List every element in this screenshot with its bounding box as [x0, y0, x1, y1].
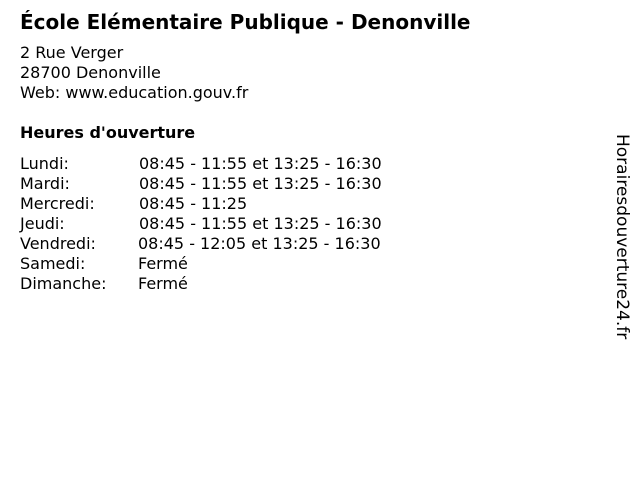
hours-row-wednesday [20, 194, 382, 214]
hours-value: 08:45 - 11:55 et 13:25 - 16:30 [139, 174, 382, 193]
hours-row-tuesday [20, 174, 382, 194]
day-label: Dimanche: [20, 274, 107, 293]
hours-value: Fermé [138, 274, 188, 293]
hours-row-saturday [20, 254, 382, 274]
day-label: Vendredi: [20, 234, 96, 253]
city-address: 28700 Denonville [20, 63, 161, 82]
day-label: Mardi: [20, 174, 70, 193]
hours-value: 08:45 - 11:55 et 13:25 - 16:30 [139, 154, 382, 173]
day-label: Mercredi: [20, 194, 95, 213]
opening-hours-table [20, 154, 382, 294]
day-label: Samedi: [20, 254, 86, 273]
hours-value: Fermé [138, 254, 188, 273]
day-label: Lundi: [20, 154, 69, 173]
hours-value: 08:45 - 11:55 et 13:25 - 16:30 [139, 214, 382, 233]
hours-row-monday [20, 154, 382, 174]
brand-text: Horairesdouverture24.fr [612, 134, 632, 340]
brand-watermark [612, 134, 632, 346]
hours-row-friday [20, 234, 382, 254]
page-title: École Elémentaire Publique - Denonville [20, 10, 471, 34]
hours-value: 08:45 - 12:05 et 13:25 - 16:30 [138, 234, 381, 253]
hours-row-sunday [20, 274, 382, 294]
hours-row-thursday [20, 214, 382, 234]
street-address: 2 Rue Verger [20, 43, 124, 62]
day-label: Jeudi: [20, 214, 65, 233]
hours-value: 08:45 - 11:25 [139, 194, 248, 213]
website-link[interactable]: Web: www.education.gouv.fr [20, 83, 249, 102]
address-block [20, 43, 248, 103]
opening-hours-heading: Heures d'ouverture [20, 123, 196, 142]
